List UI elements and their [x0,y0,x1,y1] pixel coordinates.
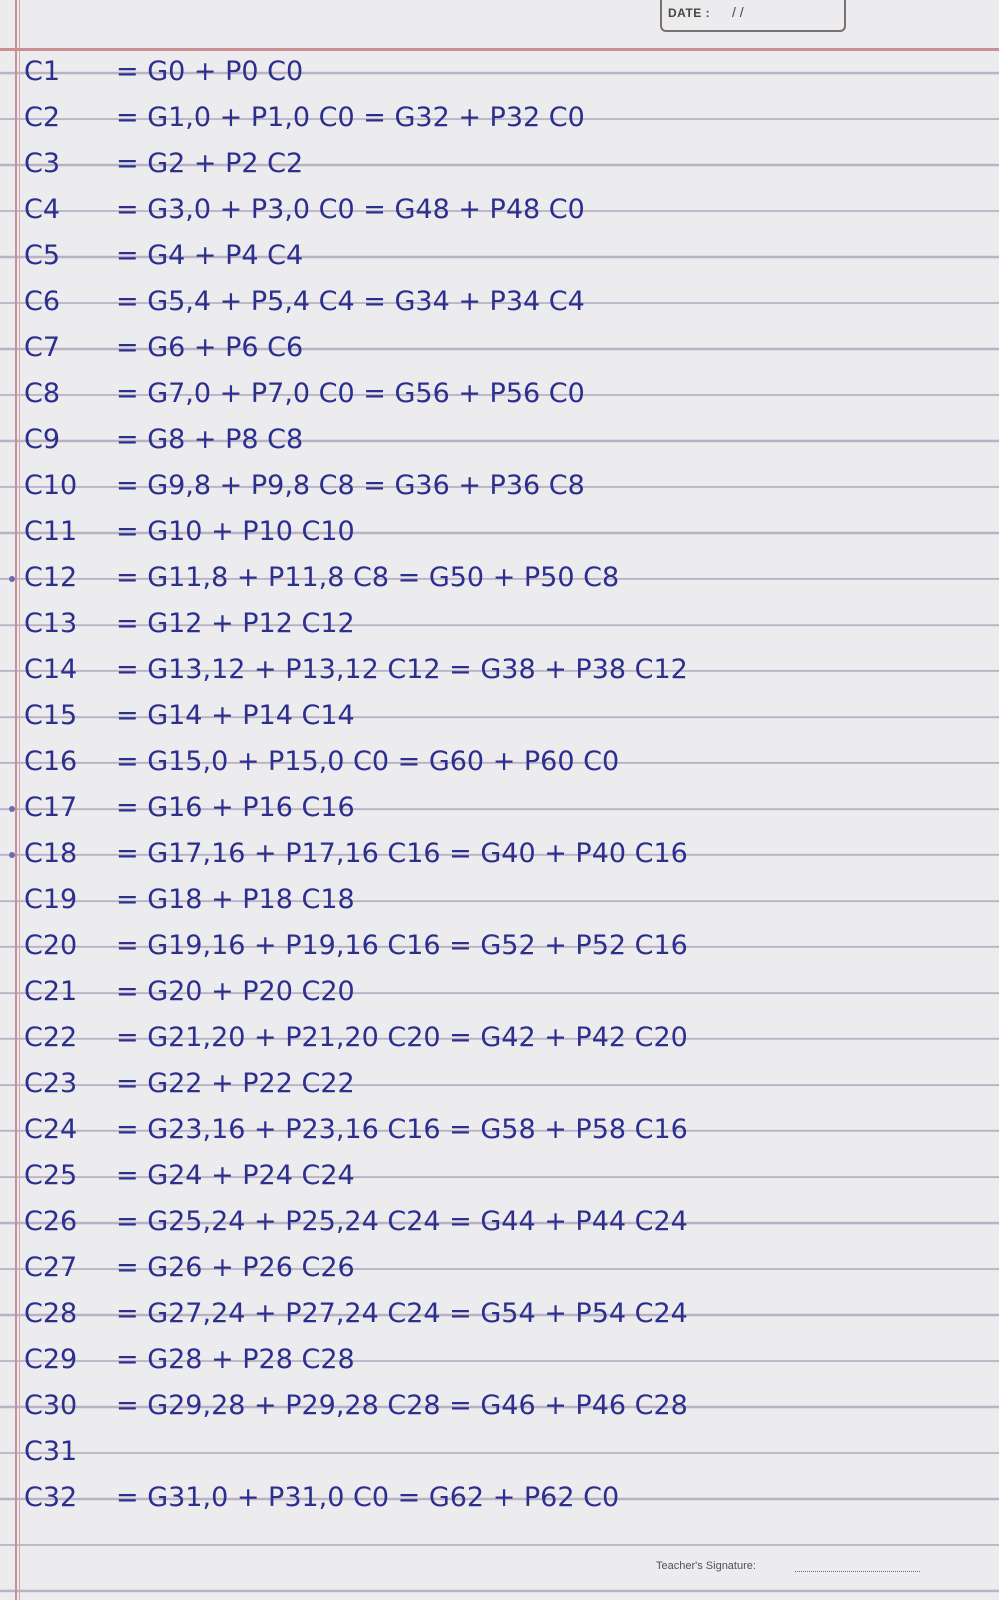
equation-lhs: C12 [24,562,78,593]
equation-lhs: C11 [24,516,78,547]
equation-rhs: = G26 + P26 C26 [116,1252,355,1283]
margin-dot [9,576,15,582]
equation-row [24,970,994,1014]
equation-rhs: = G15,0 + P15,0 C0 = G60 + P60 C0 [116,746,620,777]
equation-lhs: C2 [24,102,61,133]
equation-row [24,1154,994,1198]
equation-rhs: = G14 + P14 C14 [116,700,355,731]
equation-row [24,602,994,646]
equation-row [24,418,994,462]
equation-rhs: = G31,0 + P31,0 C0 = G62 + P62 C0 [116,1482,620,1513]
equation-row [24,832,994,876]
margin-dot [9,806,15,812]
equation-lhs: C3 [24,148,61,179]
equation-lhs: C25 [24,1160,78,1191]
equation-row [24,1338,994,1382]
equation-lhs: C14 [24,654,78,685]
equation-row [24,372,994,416]
equation-row [24,1016,994,1060]
equation-lhs: C20 [24,930,78,961]
equation-rhs: = G17,16 + P17,16 C16 = G40 + P40 C16 [116,838,688,869]
equation-lhs: C1 [24,56,61,87]
equation-rhs: = G6 + P6 C6 [116,332,304,363]
equation-rhs: = G28 + P28 C28 [116,1344,355,1375]
equation-lhs: C21 [24,976,78,1007]
equation-lhs: C15 [24,700,78,731]
equation-rhs: = G24 + P24 C24 [116,1160,355,1191]
equation-row [24,878,994,922]
equation-lhs: C31 [24,1436,78,1467]
equation-row [24,1476,994,1520]
equation-rhs: = G13,12 + P13,12 C12 = G38 + P38 C12 [116,654,688,685]
equation-rhs: = G29,28 + P29,28 C28 = G46 + P46 C28 [116,1390,688,1421]
equation-lhs: C13 [24,608,78,639]
equation-lhs: C18 [24,838,78,869]
equation-lhs: C29 [24,1344,78,1375]
equation-rhs: = G4 + P4 C4 [116,240,304,271]
equation-lhs: C23 [24,1068,78,1099]
equation-lhs: C4 [24,194,61,225]
equation-rhs: = G23,16 + P23,16 C16 = G58 + P58 C16 [116,1114,688,1145]
equation-lhs: C5 [24,240,61,271]
equation-row [24,1246,994,1290]
date-value: / / [732,4,744,20]
equation-rhs: = G21,20 + P21,20 C20 = G42 + P42 C20 [116,1022,688,1053]
equation-lhs: C32 [24,1482,78,1513]
equation-row [24,50,994,94]
equation-rhs: = G18 + P18 C18 [116,884,355,915]
equation-rhs: = G22 + P22 C22 [116,1068,355,1099]
equation-rhs: = G9,8 + P9,8 C8 = G36 + P36 C8 [116,470,585,501]
equation-rhs: = G7,0 + P7,0 C0 = G56 + P56 C0 [116,378,585,409]
equation-row [24,326,994,370]
equation-lhs: C7 [24,332,61,363]
equation-lhs: C27 [24,1252,78,1283]
equation-rhs: = G5,4 + P5,4 C4 = G34 + P34 C4 [116,286,585,317]
equation-row [24,188,994,232]
equation-lhs: C30 [24,1390,78,1421]
equation-lhs: C24 [24,1114,78,1145]
equation-row [24,786,994,830]
equation-row [24,510,994,554]
equation-row [24,1108,994,1152]
equation-lhs: C8 [24,378,61,409]
equation-lhs: C19 [24,884,78,915]
equation-lhs: C10 [24,470,78,501]
equation-rhs: = G20 + P20 C20 [116,976,355,1007]
equation-row [24,648,994,692]
date-label: DATE : [668,6,711,20]
equation-rhs: = G3,0 + P3,0 C0 = G48 + P48 C0 [116,194,585,225]
equation-lhs: C9 [24,424,61,455]
equation-row [24,740,994,784]
equation-rhs: = G8 + P8 C8 [116,424,304,455]
equation-lhs: C17 [24,792,78,823]
equation-row [24,1200,994,1244]
equation-rhs: = G12 + P12 C12 [116,608,355,639]
equation-row [24,96,994,140]
equation-rhs: = G27,24 + P27,24 C24 = G54 + P54 C24 [116,1298,688,1329]
equation-lhs: C6 [24,286,61,317]
equation-row [24,1292,994,1336]
signature-line [795,1571,920,1572]
equation-rhs: = G0 + P0 C0 [116,56,304,87]
equation-row [24,234,994,278]
equation-rhs: = G2 + P2 C2 [116,148,304,179]
equation-rhs: = G11,8 + P11,8 C8 = G50 + P50 C8 [116,562,620,593]
equation-row [24,694,994,738]
equation-rhs: = G10 + P10 C10 [116,516,355,547]
equation-rhs: = G19,16 + P19,16 C16 = G52 + P52 C16 [116,930,688,961]
equation-row [24,556,994,600]
equation-row [24,280,994,324]
equation-lhs: C22 [24,1022,78,1053]
equation-row [24,924,994,968]
equation-lhs: C16 [24,746,78,777]
equation-row [24,1430,994,1474]
equation-row [24,142,994,186]
equation-row [24,1062,994,1106]
equation-rhs: = G1,0 + P1,0 C0 = G32 + P32 C0 [116,102,585,133]
equation-rhs: = G16 + P16 C16 [116,792,355,823]
margin-dot [9,852,15,858]
equation-lhs: C28 [24,1298,78,1329]
equation-row [24,464,994,508]
equation-row [24,1384,994,1428]
equation-lhs: C26 [24,1206,78,1237]
equation-rhs: = G25,24 + P25,24 C24 = G44 + P44 C24 [116,1206,688,1237]
teacher-signature-label: Teacher's Signature: [656,1560,756,1572]
